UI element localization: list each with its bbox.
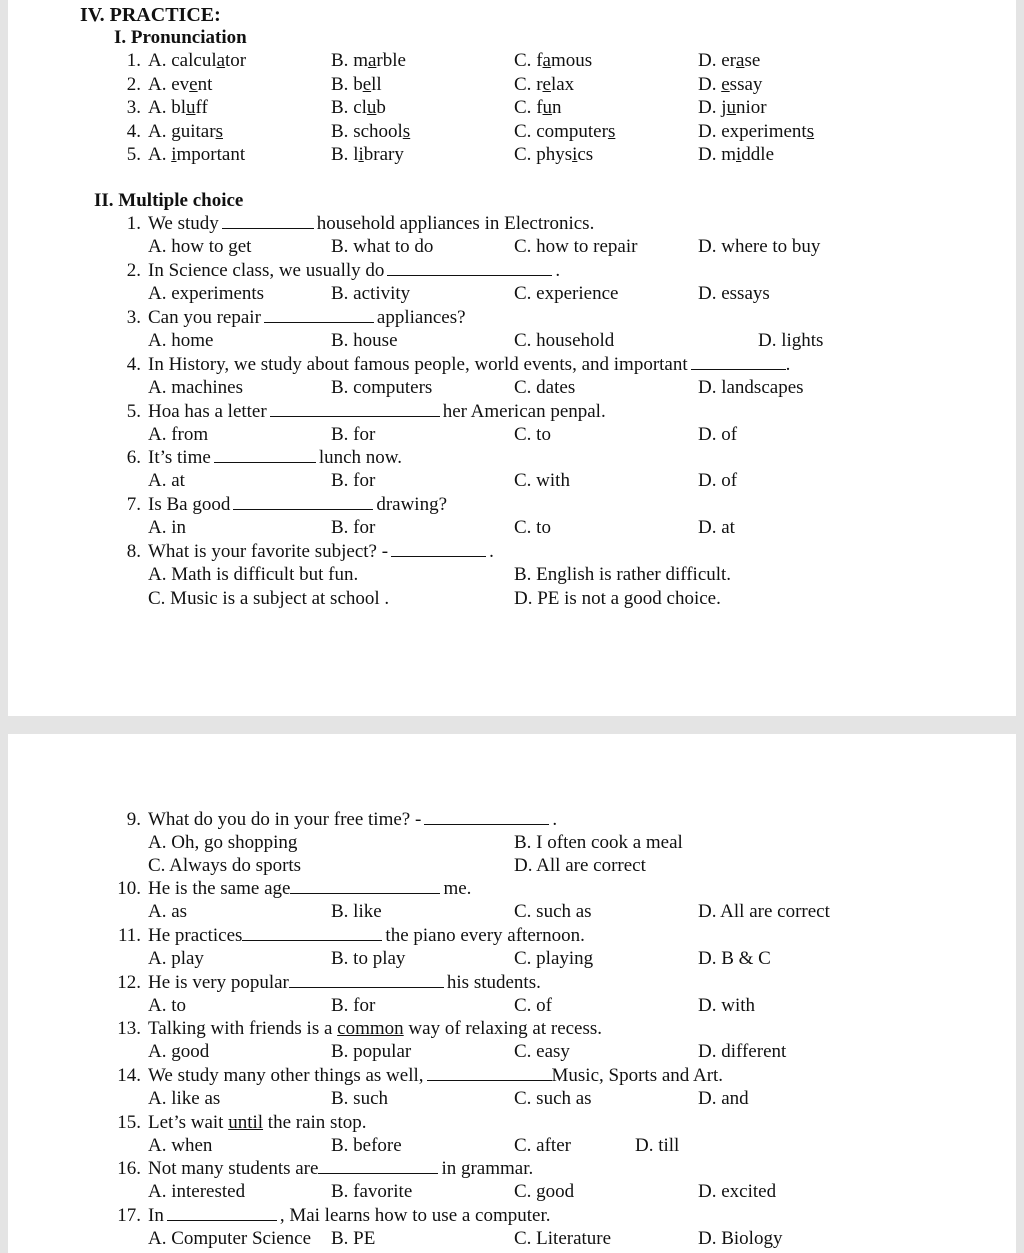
question-stem-end: the rain stop. <box>267 1112 367 1133</box>
question-text <box>148 878 471 900</box>
question-stem-start: In History, we study about famous people, world events, and important <box>148 354 688 375</box>
answer-option-d: D. B & C <box>698 948 771 969</box>
answer-option-a: A. Oh, go shopping <box>148 832 298 853</box>
option-label: A. <box>148 74 172 95</box>
answer-option-d: D. of <box>698 470 738 491</box>
word-part: guitar <box>171 121 216 142</box>
pronunciation-number: 4. <box>126 121 141 142</box>
question-number: 11. <box>117 925 141 946</box>
word-part: r <box>536 74 543 95</box>
answer-blank <box>424 809 549 825</box>
answer-option-c: C. easy <box>514 1041 570 1062</box>
word-part: m <box>353 50 368 71</box>
answer-blank <box>222 213 314 229</box>
question-number: 2. <box>126 260 141 281</box>
answer-option-c: C. to <box>514 424 551 445</box>
word-part: cs <box>577 144 594 165</box>
question-number: 9. <box>126 809 141 830</box>
pronunciation-option-a <box>148 121 223 143</box>
question-stem-end: , Mai learns how to use a computer. <box>279 1205 551 1226</box>
option-label: B. <box>331 74 354 95</box>
question-stem-end: way of relaxing at recess. <box>408 1018 603 1039</box>
underlined-letter: a <box>216 50 226 71</box>
question-stem-start: What is your favorite subject? - <box>148 541 389 562</box>
word-part: mous <box>550 50 593 71</box>
question-text <box>148 925 585 947</box>
word-part: m <box>721 144 737 165</box>
answer-option-d: D. All are correct <box>514 855 646 876</box>
option-label: B. <box>331 50 354 71</box>
question-text <box>148 494 447 516</box>
underlined-letter: u <box>726 97 737 118</box>
word-part: er <box>721 50 736 71</box>
question-stem-end: me. <box>443 878 472 899</box>
answer-option-d: D. with <box>698 995 755 1016</box>
answer-option-b: B. like <box>331 901 382 922</box>
underlined-letter: e <box>721 74 730 95</box>
pronunciation-option-d <box>698 50 760 72</box>
word-part: rble <box>376 50 406 71</box>
pronunciation-option-a <box>148 97 208 119</box>
underlined-letter: a <box>542 50 551 71</box>
pronunciation-heading: I. Pronunciation <box>114 27 247 48</box>
answer-option-a: A. play <box>148 948 204 969</box>
answer-option-b: B. PE <box>331 1228 376 1249</box>
question-number: 3. <box>126 307 141 328</box>
question-number: 16. <box>117 1158 141 1179</box>
answer-option-a: A. to <box>148 995 186 1016</box>
question-number: 7. <box>126 494 141 515</box>
answer-blank <box>167 1205 277 1221</box>
underlined-letter: s <box>215 121 223 142</box>
option-label: B. <box>331 97 354 118</box>
option-label: A. <box>148 121 172 142</box>
question-stem-end: her American penpal. <box>442 401 606 422</box>
question-stem-end: . <box>785 354 791 375</box>
answer-option-b: B. what to do <box>331 236 434 257</box>
underlined-word: common <box>337 1018 404 1039</box>
answer-option-b: B. activity <box>331 283 411 304</box>
pronunciation-number: 3. <box>126 97 141 118</box>
word-part: ff <box>195 97 208 118</box>
question-stem-end: . <box>489 541 494 562</box>
answer-blank <box>233 494 373 510</box>
underlined-letter: i <box>572 144 578 165</box>
worksheet-page-2 <box>8 734 1016 1253</box>
answer-blank <box>391 541 486 557</box>
underlined-letter: e <box>542 74 551 95</box>
answer-option-b: B. such <box>331 1088 388 1109</box>
answer-option-d: D. Biology <box>698 1228 783 1249</box>
word-part: brary <box>363 144 404 165</box>
answer-option-c: C. Always do sports <box>148 855 302 876</box>
question-stem-start: He is the same age <box>148 878 291 899</box>
answer-option-a: A. Math is difficult but fun. <box>148 564 359 585</box>
word-part: phys <box>536 144 573 165</box>
answer-option-d: D. landscapes <box>698 377 804 398</box>
pronunciation-number: 1. <box>126 50 141 71</box>
pronunciation-option-d <box>698 144 774 166</box>
pronunciation-option-d <box>698 74 762 96</box>
question-number: 1. <box>126 213 141 234</box>
question-number: 12. <box>117 972 141 993</box>
question-text <box>148 1018 602 1040</box>
question-stem-start: In <box>148 1205 164 1226</box>
pronunciation-option-a <box>148 50 246 72</box>
underlined-letter: a <box>367 50 377 71</box>
word-part: bl <box>171 97 187 118</box>
answer-option-b: B. computers <box>331 377 433 398</box>
word-part: lax <box>550 74 575 95</box>
underlined-letter: s <box>607 121 616 142</box>
word-part: f <box>536 97 543 118</box>
question-stem-end: household appliances in Electronics. <box>316 213 595 234</box>
question-number: 4. <box>126 354 141 375</box>
answer-option-a: A. like as <box>148 1088 221 1109</box>
answer-option-c: C. of <box>514 995 552 1016</box>
option-label: D. <box>698 74 722 95</box>
answer-option-a: A. Computer Science <box>148 1228 312 1249</box>
word-part: b <box>376 97 386 118</box>
question-stem-end: appliances? <box>376 307 466 328</box>
question-stem-end: . <box>552 809 558 830</box>
answer-option-b: B. house <box>331 330 398 351</box>
underlined-letter: s <box>402 121 411 142</box>
option-label: C. <box>514 74 537 95</box>
answer-option-d: D. different <box>698 1041 787 1062</box>
answer-option-a: A. home <box>148 330 214 351</box>
answer-option-b: B. English is rather difficult. <box>514 564 732 585</box>
word-part: l <box>353 144 359 165</box>
word-part: tor <box>225 50 247 71</box>
word-part: n <box>552 97 562 118</box>
option-label: D. <box>698 97 722 118</box>
section-title: IV. PRACTICE: <box>80 4 221 26</box>
question-stem-start: Can you repair <box>148 307 261 328</box>
question-number: 14. <box>117 1065 141 1086</box>
answer-option-c: C. Music is a subject at school . <box>148 588 390 609</box>
pronunciation-option-c <box>514 74 574 96</box>
answer-blank <box>242 925 382 941</box>
answer-option-b: B. for <box>331 424 376 445</box>
pronunciation-option-b <box>331 144 404 166</box>
answer-blank <box>387 260 552 276</box>
option-label: D. <box>698 121 722 142</box>
question-text <box>148 1205 551 1227</box>
answer-option-b: B. popular <box>331 1041 412 1062</box>
word-part: ll <box>371 74 382 95</box>
question-number: 6. <box>126 447 141 468</box>
word-part: nior <box>736 97 767 118</box>
answer-option-d: D. and <box>698 1088 749 1109</box>
option-label: B. <box>331 121 354 142</box>
question-text <box>148 1158 533 1180</box>
answer-option-c: C. good <box>514 1181 575 1202</box>
question-stem-start: He practices <box>148 925 243 946</box>
word-part: ev <box>171 74 190 95</box>
word-part: school <box>353 121 403 142</box>
underlined-letter: e <box>189 74 198 95</box>
answer-blank <box>318 1158 438 1174</box>
underlined-letter: u <box>366 97 377 118</box>
word-part: j <box>721 97 727 118</box>
option-label: B. <box>331 144 354 165</box>
question-number: 5. <box>126 401 141 422</box>
answer-option-d: D. where to buy <box>698 236 821 257</box>
pronunciation-option-b <box>331 97 386 119</box>
answer-option-d: D. All are correct <box>698 901 830 922</box>
word-part: experiment <box>721 121 807 142</box>
underlined-letter: u <box>542 97 553 118</box>
word-part: f <box>536 50 543 71</box>
answer-option-a: A. when <box>148 1135 213 1156</box>
answer-option-a: A. interested <box>148 1181 246 1202</box>
option-label: C. <box>514 121 537 142</box>
answer-option-d: D. essays <box>698 283 770 304</box>
question-stem-end: drawing? <box>376 494 448 515</box>
question-text <box>148 401 606 423</box>
answer-option-a: A. experiments <box>148 283 265 304</box>
answer-option-a: A. machines <box>148 377 243 398</box>
answer-option-a: A. in <box>148 517 186 538</box>
question-text <box>148 809 557 831</box>
answer-option-c: C. Literature <box>514 1228 612 1249</box>
question-stem-start: We study many other things as well, <box>148 1065 424 1086</box>
underlined-letter: s <box>806 121 815 142</box>
underlined-letter: u <box>186 97 196 118</box>
question-text <box>148 1112 366 1134</box>
question-text <box>148 260 560 282</box>
underlined-word: until <box>228 1112 264 1133</box>
answer-blank <box>264 307 374 323</box>
answer-option-b: B. for <box>331 470 376 491</box>
underlined-letter: a <box>736 50 745 71</box>
answer-option-c: C. playing <box>514 948 594 969</box>
question-stem-start: Talking with friends is a <box>148 1018 333 1039</box>
pronunciation-option-c <box>514 144 593 166</box>
answer-option-b: B. before <box>331 1135 402 1156</box>
worksheet-page-1 <box>8 0 1016 716</box>
multiple-choice-heading: II. Multiple choice <box>94 190 244 211</box>
question-stem-end: . <box>555 260 561 281</box>
word-part: b <box>353 74 363 95</box>
option-label: C. <box>514 97 537 118</box>
word-part: se <box>744 50 761 71</box>
option-label: A. <box>148 144 172 165</box>
answer-option-a: A. as <box>148 901 188 922</box>
question-number: 10. <box>117 878 141 899</box>
answer-option-c: C. how to repair <box>514 236 638 257</box>
answer-blank <box>289 972 444 988</box>
question-stem-start: What do you do in your free time? - <box>148 809 422 830</box>
answer-option-a: A. at <box>148 470 185 491</box>
question-text <box>148 1065 723 1087</box>
underlined-letter: e <box>362 74 372 95</box>
answer-blank <box>270 401 440 417</box>
underlined-letter: i <box>736 144 742 165</box>
answer-option-c: C. to <box>514 517 551 538</box>
answer-option-b: B. I often cook a meal <box>514 832 683 853</box>
question-stem-end: his students. <box>446 972 541 993</box>
option-label: A. <box>148 97 172 118</box>
question-stem-start: Hoa has a letter <box>148 401 267 422</box>
answer-blank <box>214 447 316 463</box>
question-text <box>148 972 541 994</box>
answer-option-a: A. from <box>148 424 209 445</box>
question-text <box>148 541 494 563</box>
word-part: mportant <box>176 144 246 165</box>
pronunciation-option-d <box>698 97 767 119</box>
pronunciation-number: 2. <box>126 74 141 95</box>
question-number: 17. <box>117 1205 141 1226</box>
pronunciation-option-c <box>514 97 562 119</box>
answer-option-c: C. such as <box>514 901 592 922</box>
question-stem-start: In Science class, we usually do <box>148 260 385 281</box>
question-stem-end: Music, Sports and Art. <box>551 1065 724 1086</box>
word-part: computer <box>536 121 608 142</box>
pronunciation-option-a <box>148 144 245 166</box>
question-number: 15. <box>117 1112 141 1133</box>
option-label: C. <box>514 50 537 71</box>
pronunciation-option-b <box>331 50 406 72</box>
answer-option-d: D. till <box>635 1135 680 1156</box>
answer-option-c: C. after <box>514 1135 571 1156</box>
word-part: cl <box>353 97 367 118</box>
answer-option-c: C. with <box>514 470 570 491</box>
word-part: calcul <box>171 50 217 71</box>
answer-blank <box>290 878 440 894</box>
question-stem-start: Let’s wait <box>148 1112 224 1133</box>
question-stem-end: in grammar. <box>441 1158 534 1179</box>
answer-option-d: D. excited <box>698 1181 777 1202</box>
answer-blank <box>427 1065 552 1081</box>
question-number: 13. <box>117 1018 141 1039</box>
underlined-letter: i <box>358 144 364 165</box>
option-label: C. <box>514 144 537 165</box>
answer-option-a: A. good <box>148 1041 210 1062</box>
answer-option-d: D. lights <box>758 330 824 351</box>
question-stem-start: He is very popular <box>148 972 289 993</box>
answer-option-c: C. household <box>514 330 615 351</box>
answer-option-c: C. such as <box>514 1088 592 1109</box>
word-part: ddle <box>741 144 775 165</box>
word-part: nt <box>197 74 213 95</box>
answer-option-b: B. favorite <box>331 1181 413 1202</box>
answer-blank <box>691 354 786 370</box>
answer-option-c: C. dates <box>514 377 576 398</box>
pronunciation-number: 5. <box>126 144 141 165</box>
question-text <box>148 307 466 329</box>
question-stem-start: Not many students are <box>148 1158 319 1179</box>
underlined-letter: i <box>171 144 177 165</box>
question-stem-start: Is Ba good <box>148 494 231 515</box>
answer-option-d: D. at <box>698 517 735 538</box>
pronunciation-option-c <box>514 50 592 72</box>
word-part: ssay <box>729 74 763 95</box>
question-number: 8. <box>126 541 141 562</box>
pronunciation-option-a <box>148 74 212 96</box>
question-stem-start: It’s time <box>148 447 211 468</box>
pronunciation-option-b <box>331 74 382 96</box>
answer-option-b: B. for <box>331 517 376 538</box>
answer-option-d: D. PE is not a good choice. <box>514 588 721 609</box>
pronunciation-option-c <box>514 121 615 143</box>
answer-option-b: B. to play <box>331 948 406 969</box>
answer-option-d: D. of <box>698 424 738 445</box>
question-stem-end: lunch now. <box>318 447 403 468</box>
pronunciation-option-b <box>331 121 410 143</box>
question-text <box>148 354 790 376</box>
question-stem-end: the piano every afternoon. <box>385 925 585 946</box>
question-text <box>148 447 402 469</box>
question-text <box>148 213 594 235</box>
pronunciation-option-d <box>698 121 814 143</box>
answer-option-a: A. how to get <box>148 236 252 257</box>
option-label: D. <box>698 50 722 71</box>
question-stem-start: We study <box>148 213 219 234</box>
answer-option-b: B. for <box>331 995 376 1016</box>
option-label: D. <box>698 144 722 165</box>
answer-option-c: C. experience <box>514 283 619 304</box>
option-label: A. <box>148 50 172 71</box>
